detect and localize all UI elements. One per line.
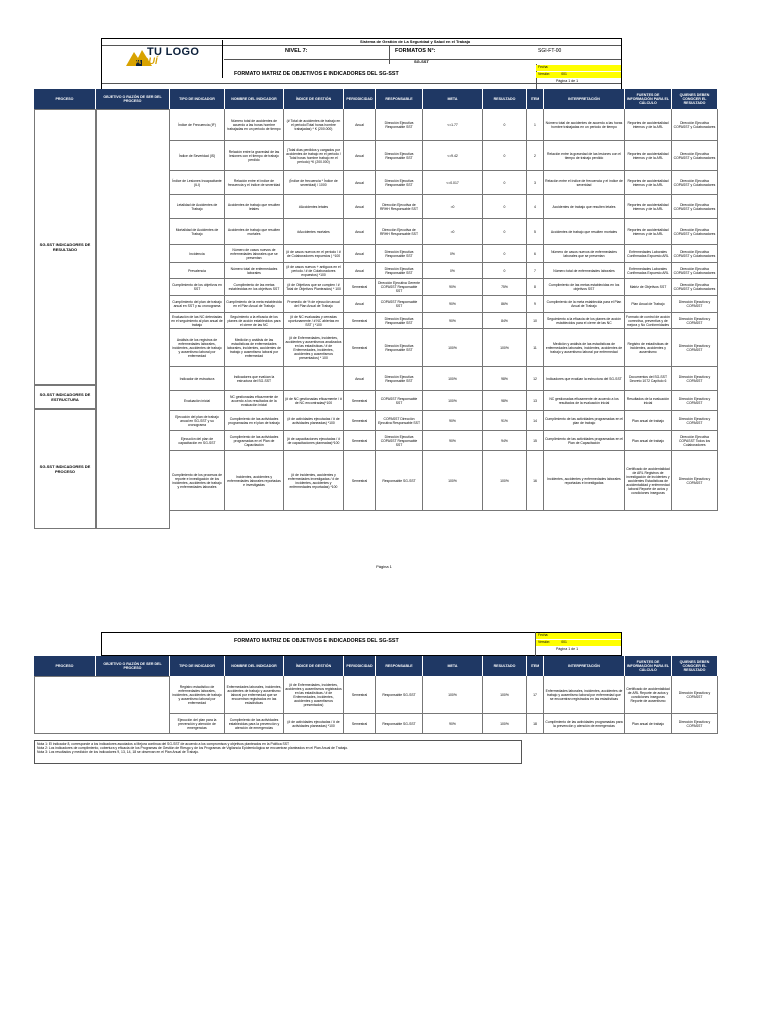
- col-quienes-p2: QUIENES DEBEN CONOCER EL RESULTADO: [672, 656, 718, 676]
- cell-indice: (# de capacitaciones ejecutadas / # de capacitaciones planeadas)*100: [284, 431, 344, 450]
- table-row: [170, 195, 718, 219]
- col-objetivo: OBJETIVO O RAZÓN DE SER DEL PROCESO: [96, 89, 170, 109]
- cell-fuentes: Plan Anual de Trabajo: [625, 296, 672, 312]
- cell-tipo: Evaluación inicial: [170, 391, 225, 410]
- table-header-p2: [34, 656, 718, 676]
- cell-quienes: Dirección Ejecutiva y COPASST: [672, 296, 718, 312]
- cell-interpretacion: Cumplimiento de las metas establecidas en los objetivos SST: [544, 279, 625, 295]
- cell-meta: 100%: [423, 676, 483, 713]
- version-value: 001: [561, 72, 567, 76]
- col-interpretacion-p2: INTERPRETACIÓN: [544, 656, 625, 676]
- cell-quienes: Dirección Ejecutiva COPASST y Colaboradores: [672, 263, 718, 278]
- cell-indice: (# de incidentes, accidentes y enfermedades investigadas / # de incidentes, accidentes y enfermedades reportadas) *100: [284, 451, 344, 510]
- table-row: [170, 279, 718, 296]
- cell-nombre: Enfermedades laborales, incidentes, accidentes de trabajo y ausentismo laboral por enfermedad que se encuentran registrados en las estadísticas: [225, 676, 284, 713]
- cell-tipo: Indicador de estructura: [170, 367, 225, 390]
- col-resultado-p2: RESULTADO: [483, 656, 527, 676]
- col-nombre-p2: NOMBRE DEL INDICADOR: [225, 656, 284, 676]
- cell-resultado: 100%: [483, 714, 527, 733]
- cell-responsable: Dirección Ejecutiva de RRHH Responsable SST: [376, 219, 423, 244]
- cell-interpretacion: Indicadores que evalúan la estructura del SG-SST: [544, 367, 625, 390]
- col-periodicidad: PERIODICIDAD: [344, 89, 376, 109]
- cell-tipo: Índice de Frecuencia (IF): [170, 109, 225, 140]
- cell-responsable: Dirección Ejecutiva Responsable SST: [376, 141, 423, 170]
- cell-responsable: Responsable SG-SST: [376, 676, 423, 713]
- cell-indice: (# de actividades ejecutadas / # de actividades planeadas) *100: [284, 714, 344, 733]
- cell-nombre: Cumplimiento de las metas establecidas en los objetivos SST: [225, 279, 284, 295]
- cell-tipo: Ejecución del plan para la prevención y atención de emergencias: [170, 714, 225, 733]
- cell-interpretacion: Cumplimiento de las actividades programadas en el plan de trabajo: [544, 411, 625, 430]
- cell-item: 1: [527, 109, 544, 140]
- cell-nombre: Número de casos nuevos de enfermedades laborales que se presentan: [225, 245, 284, 262]
- cell-indice: (# de casos nuevos en el periodo / # de Colaboradores expuestos ) *100: [284, 245, 344, 262]
- cell-responsable: Responsable SG-SST: [376, 451, 423, 510]
- cell-meta: =0: [423, 219, 483, 244]
- cell-tipo: Prevalencia: [170, 263, 225, 278]
- table-row: [170, 219, 718, 245]
- logo: [101, 40, 223, 78]
- cell-fuentes: Registro de estadísticas de incidentes, accidentes y ausentismo: [625, 329, 672, 366]
- cell-resultado: 100%: [483, 451, 527, 510]
- cell-indice: (# de actividades ejecutadas / # de actividades planeadas) *100: [284, 411, 344, 430]
- col-item-p2: ITEM: [527, 656, 544, 676]
- group-resultado: [34, 109, 96, 385]
- group-resultado-label: SG-SST INDICADORES DE RESULTADO: [39, 242, 91, 252]
- cell-resultado: 0: [483, 219, 527, 244]
- cell-responsable: Dirección Ejecutiva Responsable SST: [376, 263, 423, 278]
- cell-interpretacion: Relación entre la gravedad de las lesiones con el tiempo de trabajo perdido: [544, 141, 625, 170]
- fecha-cell: [536, 65, 621, 71]
- cell-item: 8: [527, 279, 544, 295]
- cell-resultado: 75%: [483, 279, 527, 295]
- cell-meta: 100%: [423, 451, 483, 510]
- cell-responsable: Dirección Ejecutiva Responsable SST: [376, 245, 423, 262]
- cell-tipo: Cumplimiento de los objetivos en SST: [170, 279, 225, 295]
- cell-item: 16: [527, 451, 544, 510]
- col-tipo: TIPO DE INDICADOR: [170, 89, 225, 109]
- cell-responsable: Dirección Ejecutiva Responsable SST: [376, 367, 423, 390]
- cell-nombre: Seguimiento a la eficacia de los planes de acción establecidos para el cierre de las NC: [225, 313, 284, 328]
- cell-resultado: 0: [483, 245, 527, 262]
- cell-fuentes: Documentos del SG-SST Decreto 1072 Capítulo 6: [625, 367, 672, 390]
- cell-item: 3: [527, 171, 544, 194]
- cell-meta: 0%: [423, 263, 483, 278]
- col-responsable-p2: RESPONSABLE: [376, 656, 423, 676]
- cell-nombre: Cumplimiento de las actividades establecidas para la prevención y atención de emergencias: [225, 714, 284, 733]
- cell-periodicidad: Anual: [344, 367, 376, 390]
- cell-nombre: Indicadores que evalúan la estructura del SG-SST: [225, 367, 284, 390]
- cell-periodicidad: Semestral: [344, 279, 376, 295]
- cell-responsable: COPASST Responsable SST: [376, 296, 423, 312]
- cell-interpretacion: Número total de accidentes de acuerdo a las horas hombre trabajadas en un periodo de tiempo: [544, 109, 625, 140]
- table-row: [170, 676, 718, 714]
- cell-meta: 100%: [423, 367, 483, 390]
- cell-fuentes: Plan anual de trabajo: [625, 714, 672, 733]
- cell-fuentes: Plan anual de trabajo: [625, 411, 672, 430]
- cell-item: 7: [527, 263, 544, 278]
- cell-resultado: 98%: [483, 367, 527, 390]
- col-fuentes-p2: FUENTES DE INFORMACIÓN PARA EL CÁLCULO: [625, 656, 672, 676]
- code-value: SGI-FT-00: [538, 48, 562, 54]
- cell-fuentes: Formato de control de acción correctiva, preventiva y de mejora y No Conformidades: [625, 313, 672, 328]
- page-of-label: Página 1 de 1: [556, 79, 579, 83]
- cell-fuentes: Reportes de accidentalidad internos y de la ARL: [625, 109, 672, 140]
- cell-resultado: 98%: [483, 391, 527, 410]
- cell-item: 6: [527, 245, 544, 262]
- col-objetivo-p2: OBJETIVO O RAZÓN DE SER DEL PROCESO: [96, 656, 170, 676]
- cell-tipo: Índice de Lesiones Incapacitante (ILI): [170, 171, 225, 194]
- cell-fuentes: Enfermedades Laborales Confirmadas Expuesto ARL: [625, 263, 672, 278]
- cell-nombre: Medición y análisis de las estadísticas de enfermedades laborales, incidentes, accidentes de trabajo y ausentismo laboral por enfermedad: [225, 329, 284, 366]
- cell-meta: 90%: [423, 279, 483, 295]
- cell-indice: (# de Enfermedades, incidentes, accidentes y ausentismos analizados en las estadísticas / # de Enfermedades, incidentes, accidentes y ausentismos presentados) * 100: [284, 329, 344, 366]
- fecha-label: Fecha:: [538, 65, 549, 69]
- table-row: [170, 411, 718, 431]
- cell-nombre: Número total de enfermedades laborales: [225, 263, 284, 278]
- table-header: [34, 89, 718, 109]
- cell-quienes: Dirección Ejecutiva COPASST y Colaboradores: [672, 195, 718, 218]
- col-indice: ÍNDICE DE GESTIÓN: [284, 89, 344, 109]
- cell-periodicidad: Semestral: [344, 676, 376, 713]
- cell-indice: (# de Enfermedades, incidentes, accidentes y ausentismos registrados en las estadísticas / # de Enfermedades, incidentes, accidentes y ausentismos presentados): [284, 676, 344, 713]
- cell-quienes: Dirección Ejecutiva y COPASST: [672, 329, 718, 366]
- cell-resultado: 94%: [483, 431, 527, 450]
- cell-interpretacion: Relación entre el índice de frecuencia y el índice de severidad: [544, 171, 625, 194]
- version-value-p2: 001: [561, 640, 567, 644]
- col-meta: META: [423, 89, 483, 109]
- p2-left-empty: [34, 676, 170, 734]
- page-footer: Página 1: [376, 564, 392, 569]
- cell-responsable: Dirección Ejecutiva COPASST Responsable SST: [376, 431, 423, 450]
- cell-periodicidad: Anual: [344, 263, 376, 278]
- system-label: SG-SST: [414, 59, 429, 64]
- col-interpretacion: INTERPRETACIÓN: [544, 89, 625, 109]
- cell-interpretacion: Cumplimiento de las actividades programadas para la prevención y atención de emergencias: [544, 714, 625, 733]
- cell-fuentes: Reportes de accidentalidad internos y de la ARL: [625, 171, 672, 194]
- table-row: [170, 391, 718, 411]
- cell-periodicidad: Semestral: [344, 391, 376, 410]
- cell-indice: [284, 367, 344, 390]
- doc-title: FORMATO MATRIZ DE OBJETIVOS E INDICADORES DEL SG-SST: [234, 71, 399, 77]
- cell-meta: <=1.77: [423, 109, 483, 140]
- cell-item: 17: [527, 676, 544, 713]
- table-row: [170, 431, 718, 451]
- cell-responsable: Dirección Ejecutiva Responsable SST: [376, 313, 423, 328]
- cell-nombre: Accidentes de trabajo que resulten letales: [225, 195, 284, 218]
- cell-tipo: Análisis de los registros de enfermedades laborales, incidentes, accidentes de trabajo y ausentismo laboral por enfermedad: [170, 329, 225, 366]
- cell-nombre: Relación entre la gravedad de las lesiones con el tiempo de trabajo perdido: [225, 141, 284, 170]
- cell-quienes: Dirección Ejecutiva COPASST y Colaboradores: [672, 109, 718, 140]
- doc-title-p2: FORMATO MATRIZ DE OBJETIVOS E INDICADORES DEL SG-SST: [234, 638, 399, 644]
- col-item: ITEM: [527, 89, 544, 109]
- cell-periodicidad: Semestral: [344, 313, 376, 328]
- cell-tipo: Evaluación de las NC detectadas en el seguimiento al plan anual de trabajo: [170, 313, 225, 328]
- cell-item: 2: [527, 141, 544, 170]
- cell-interpretacion: Número total de enfermedades laborales: [544, 263, 625, 278]
- cell-resultado: 84%: [483, 313, 527, 328]
- cell-resultado: 0: [483, 263, 527, 278]
- cell-item: 15: [527, 431, 544, 450]
- cell-meta: 90%: [423, 313, 483, 328]
- cell-tipo: Índice de Severidad (IS): [170, 141, 225, 170]
- cell-interpretacion: Número de casos nuevos de enfermedades laborales que se presentan: [544, 245, 625, 262]
- cell-quienes: Dirección Ejecutiva COPASST y Colaboradores: [672, 171, 718, 194]
- cell-indice: (# de NC evaluadas y cerradas oportunamente / # NC abiertas en SST ) *100: [284, 313, 344, 328]
- cell-resultado: 0: [483, 195, 527, 218]
- table-row: [170, 141, 718, 171]
- table-row: [170, 109, 718, 141]
- cell-resultado: 91%: [483, 411, 527, 430]
- cell-periodicidad: Semestral: [344, 451, 376, 510]
- cell-resultado: 0: [483, 109, 527, 140]
- cell-meta: 100%: [423, 391, 483, 410]
- col-proceso-p2: PROCESO: [34, 656, 96, 676]
- cell-nombre: Cumplimiento de las actividades programadas en el Plan de Capacitación: [225, 431, 284, 450]
- col-periodicidad-p2: PERIODICIDAD: [344, 656, 376, 676]
- cell-interpretacion: Medición y análisis de las estadísticas de enfermedades laborales, incidentes, accidentes de trabajo y ausentismo laboral por enfermedad: [544, 329, 625, 366]
- cell-fuentes: Reportes de accidentalidad internos y de la ARL: [625, 141, 672, 170]
- cell-tipo: Letalidad de Accidentes de Trabajo: [170, 195, 225, 218]
- table-row: [170, 714, 718, 734]
- cell-nombre: NC gestionadas eficazmente de acuerdo a los resultados de la evaluación inicial: [225, 391, 284, 410]
- notes: [34, 740, 522, 764]
- table-body-p2: [170, 676, 718, 734]
- cell-tipo: Registro estadístico de enfermedades laborales, incidentes, accidentes de trabajo y ausentismo laboral por enfermedad: [170, 676, 225, 713]
- col-tipo-p2: TIPO DE INDICADOR: [170, 656, 225, 676]
- cell-nombre: Accidentes de trabajo que resulten mortales: [225, 219, 284, 244]
- cell-interpretacion: Seguimiento a la eficacia de los planes de acción establecidos para el cierre de las NC: [544, 313, 625, 328]
- cell-meta: 90%: [423, 296, 483, 312]
- cell-fuentes: Enfermedades Laborales Confirmadas Expuesto ARL: [625, 245, 672, 262]
- cell-indice: (Total días perdidos y cargados por accidentes de trabajo en el periodo / Total horas hombre trabajo en el periodo) *K (200.000): [284, 141, 344, 170]
- cell-responsable: Dirección Ejecutiva Responsable SST: [376, 109, 423, 140]
- col-fuentes: FUENTES DE INFORMACIÓN PARA EL CÁLCULO: [625, 89, 672, 109]
- cell-nombre: Cumplimiento de las actividades programadas en el plan de trabajo: [225, 411, 284, 430]
- cell-periodicidad: Anual: [344, 219, 376, 244]
- cell-quienes: Dirección Ejecutiva y COPASST: [672, 411, 718, 430]
- cell-periodicidad: Semestral: [344, 329, 376, 366]
- cell-interpretacion: Cumplimiento de las actividades programadas en el Plan de Capacitación: [544, 431, 625, 450]
- cell-item: 5: [527, 219, 544, 244]
- cell-responsable: COPASST Responsable SST: [376, 391, 423, 410]
- formatos-label: FORMATOS N°:: [395, 48, 436, 54]
- cell-indice: #Accidentes letales: [284, 195, 344, 218]
- cell-quienes: Dirección Ejecutiva y COPASST: [672, 676, 718, 713]
- cell-periodicidad: Semestral: [344, 411, 376, 430]
- group-estructura-label: SG-SST INDICADORES DE ESTRUCTURA: [39, 392, 91, 402]
- cell-item: 9: [527, 296, 544, 312]
- cell-quienes: Dirección Ejecutiva y COPASST: [672, 451, 718, 510]
- cell-responsable: Responsable SG-SST: [376, 714, 423, 733]
- group-proceso-label: SG-SST INDICADORES DE PROCESO: [39, 464, 91, 474]
- cell-fuentes: Certificado de accidentalidad de ARL Reporte de actos y condiciones inseguras Reporte de ausentismo: [625, 676, 672, 713]
- cell-item: 18: [527, 714, 544, 733]
- cell-fuentes: Plan anual de trabajo: [625, 431, 672, 450]
- cell-interpretacion: Accidentes de trabajo que resulten letales: [544, 195, 625, 218]
- cell-fuentes: Resultados de la evaluación inicial: [625, 391, 672, 410]
- fecha-cell-p2: [536, 633, 621, 639]
- cell-responsable: Dirección Ejecutiva Responsable SST: [376, 171, 423, 194]
- cell-meta: <=0.017: [423, 171, 483, 194]
- cell-meta: 0%: [423, 245, 483, 262]
- cell-interpretacion: Cumplimiento de la meta establecida para el Plan Anual de Trabajo: [544, 296, 625, 312]
- cell-item: 12: [527, 367, 544, 390]
- cell-periodicidad: Anual: [344, 109, 376, 140]
- table-row: [170, 245, 718, 263]
- cell-meta: 90%: [423, 714, 483, 733]
- note-3: Nota 3: Los resultados y medición de los indicadores 9, 13, 14, 18 se observan en el Plan Anual de Trabajo.: [37, 750, 199, 755]
- cell-fuentes: Matriz de Objetivos SST: [625, 279, 672, 295]
- cell-fuentes: Reportes de accidentalidad internos y de la ARL: [625, 219, 672, 244]
- cell-nombre: Incidentes, accidentes y enfermedades laborales reportadas e investigadas: [225, 451, 284, 510]
- cell-tipo: Incidencia: [170, 245, 225, 262]
- col-indice-p2: ÍNDICE DE GESTIÓN: [284, 656, 344, 676]
- group-estructura: [34, 385, 96, 409]
- cell-interpretacion: Incidentes, accidentes y enfermedades laborales reportadas e investigadas: [544, 451, 625, 510]
- table-row: [170, 329, 718, 367]
- cell-indice: (Índice de frecuencia * Índice de severidad) / 1000: [284, 171, 344, 194]
- cell-quienes: Dirección Ejecutiva y COPASST: [672, 313, 718, 328]
- cell-quienes: Dirección Ejecutiva y COPASST: [672, 714, 718, 733]
- cell-item: 13: [527, 391, 544, 410]
- cell-periodicidad: Semestral: [344, 431, 376, 450]
- cell-quienes: Dirección Ejecutiva COPASST Todos los Colaboradores: [672, 431, 718, 450]
- cell-meta: =0: [423, 195, 483, 218]
- cell-periodicidad: Anual: [344, 171, 376, 194]
- cell-resultado: 0: [483, 171, 527, 194]
- cell-tipo: Ejecución del plan de trabajo anual en SG-SST y su cronograma: [170, 411, 225, 430]
- cell-tipo: Cumplimiento de los procesos de reporte e investigación de los incidentes, accidentes de trabajo y enfermedades laborales: [170, 451, 225, 510]
- cell-responsable: Dirección Ejecutiva de RRHH Responsable SST: [376, 195, 423, 218]
- cell-periodicidad: Semestral: [344, 714, 376, 733]
- cell-tipo: Mortalidad de Accidentes de Trabajo: [170, 219, 225, 244]
- cell-quienes: Dirección Ejecutiva y COPASST: [672, 367, 718, 390]
- cell-indice: Promedio de % de ejecución anual del Plan Anual de Trabajo: [284, 296, 344, 312]
- cell-quienes: Dirección Ejecutiva COPASST y Colaboradores: [672, 219, 718, 244]
- cell-interpretacion: Enfermedades laborales, incidentes, accidentes de trabajo y ausentismo laboral por enfermedad que se encuentran registrados en las estadísticas: [544, 676, 625, 713]
- cell-indice: (# Total de accidentes de trabajo en el periodo/Total horas hombre trabajadas) * K (200.000): [284, 109, 344, 140]
- cell-interpretacion: Accidentes de trabajo que resulten mortales: [544, 219, 625, 244]
- cell-indice: (# de Objetivos que se cumplen / # Total de Objetivos Planteados) * 100: [284, 279, 344, 295]
- col-proceso: PROCESO: [34, 89, 96, 109]
- cell-nombre: Cumplimiento de la meta establecida en el Plan Anual de Trabajo: [225, 296, 284, 312]
- cell-tipo: Ejecución del plan de capacitación en SG-SST: [170, 431, 225, 450]
- table-row: [170, 451, 718, 511]
- cell-indice: (# de casos nuevos + antiguos en el periodo / # de Colaboradores expuestos) *100: [284, 263, 344, 278]
- version-cell-p2: [536, 640, 621, 646]
- cell-resultado: 0: [483, 141, 527, 170]
- col-nombre: NOMBRE DEL INDICADOR: [225, 89, 284, 109]
- cell-responsable: Dirección Ejecutiva Gerente COPASST Responsable SST: [376, 279, 423, 295]
- cell-indice: (# de NC gestionadas eficazmente / # de NC encontradas)*100: [284, 391, 344, 410]
- col-quienes: QUIENES DEBEN CONOCER EL RESULTADO: [672, 89, 718, 109]
- cell-resultado: 86%: [483, 296, 527, 312]
- cell-responsable: COPASST Dirección Ejecutiva Responsable SST: [376, 411, 423, 430]
- cell-fuentes: Reportes de accidentalidad internos y de la ARL: [625, 195, 672, 218]
- cell-meta: 90%: [423, 431, 483, 450]
- system-title: Sistema de Gestión de La Seguridad y Salud en el Trabajo: [360, 39, 471, 44]
- col-resultado: RESULTADO: [483, 89, 527, 109]
- version-cell: [536, 72, 621, 78]
- version-label: Versión:: [538, 72, 551, 76]
- cell-quienes: Dirección Ejecutiva y COPASST: [672, 391, 718, 410]
- cell-periodicidad: Anual: [344, 296, 376, 312]
- cell-meta: 100%: [423, 329, 483, 366]
- table-row: [170, 313, 718, 329]
- table-body: [170, 109, 718, 511]
- table-row: [170, 263, 718, 279]
- group-proceso: [34, 409, 96, 529]
- cell-periodicidad: Anual: [344, 141, 376, 170]
- nivel-label: NIVEL 7:: [285, 48, 308, 54]
- cell-item: 4: [527, 195, 544, 218]
- cell-quienes: Dirección Ejecutiva COPASST y Colaboradores: [672, 141, 718, 170]
- objective-col-empty: [96, 109, 170, 529]
- cell-resultado: 100%: [483, 329, 527, 366]
- logo-text-bottom: AQUÍ: [135, 56, 158, 66]
- cell-quienes: Dirección Ejecutiva COPASST y Colaboradores: [672, 279, 718, 295]
- cell-nombre: Número total de accidentes de acuerdo a las horas hombre trabajadas en un periodo de tiempo: [225, 109, 284, 140]
- note-2: Nota 2: Los indicadores de cumplimiento, cobertura y eficacia de los Programas de Gestión de Riesgo y de los Programas de Vigilancia Epidemiológica se encuentran planteados en el Plan Anual de Trabajo.: [37, 746, 349, 751]
- cell-tipo: Cumplimiento del plan de trabajo anual en SST y su cronograma: [170, 296, 225, 312]
- cell-fuentes: Certificado de accidentalidad de ARL Registros de investigación de incidentes y accidentes Estadísticas de accidentalidad y enfermedad laboral Reporte de actos y condiciones inseguras: [625, 451, 672, 510]
- cell-quienes: Dirección Ejecutiva COPASST y Colaboradores: [672, 245, 718, 262]
- logo-text-top: TU LOGO: [147, 46, 200, 58]
- cell-item: 14: [527, 411, 544, 430]
- table-row: [170, 296, 718, 313]
- page-of-label-p2: Página 1 de 1: [556, 647, 579, 651]
- cell-indice: #Accidentes mortales: [284, 219, 344, 244]
- col-responsable: RESPONSABLE: [376, 89, 423, 109]
- cell-interpretacion: NC gestionadas eficazmente de acuerdo a los resultados de la evaluación inicial: [544, 391, 625, 410]
- col-meta-p2: META: [423, 656, 483, 676]
- cell-periodicidad: Anual: [344, 245, 376, 262]
- version-label-p2: Versión:: [538, 640, 551, 644]
- cell-resultado: 100%: [483, 676, 527, 713]
- table-row: [170, 367, 718, 391]
- cell-meta: 90%: [423, 411, 483, 430]
- cell-periodicidad: Anual: [344, 195, 376, 218]
- fecha-label-p2: Fecha:: [538, 633, 549, 637]
- cell-nombre: Relación entre el índice de frecuencia y el índice de severidad: [225, 171, 284, 194]
- cell-item: 10: [527, 313, 544, 328]
- cell-responsable: Dirección Ejecutiva Responsable SST: [376, 329, 423, 366]
- cell-item: 11: [527, 329, 544, 366]
- cell-meta: <=9.42: [423, 141, 483, 170]
- table-row: [170, 171, 718, 195]
- note-1: Nota 1: El indicador 8, corresponde a los indicadores asociados a Mejora continua del SG-SST de acuerdo a los compromisos y objetivos planteados en la Política SST: [37, 742, 290, 746]
